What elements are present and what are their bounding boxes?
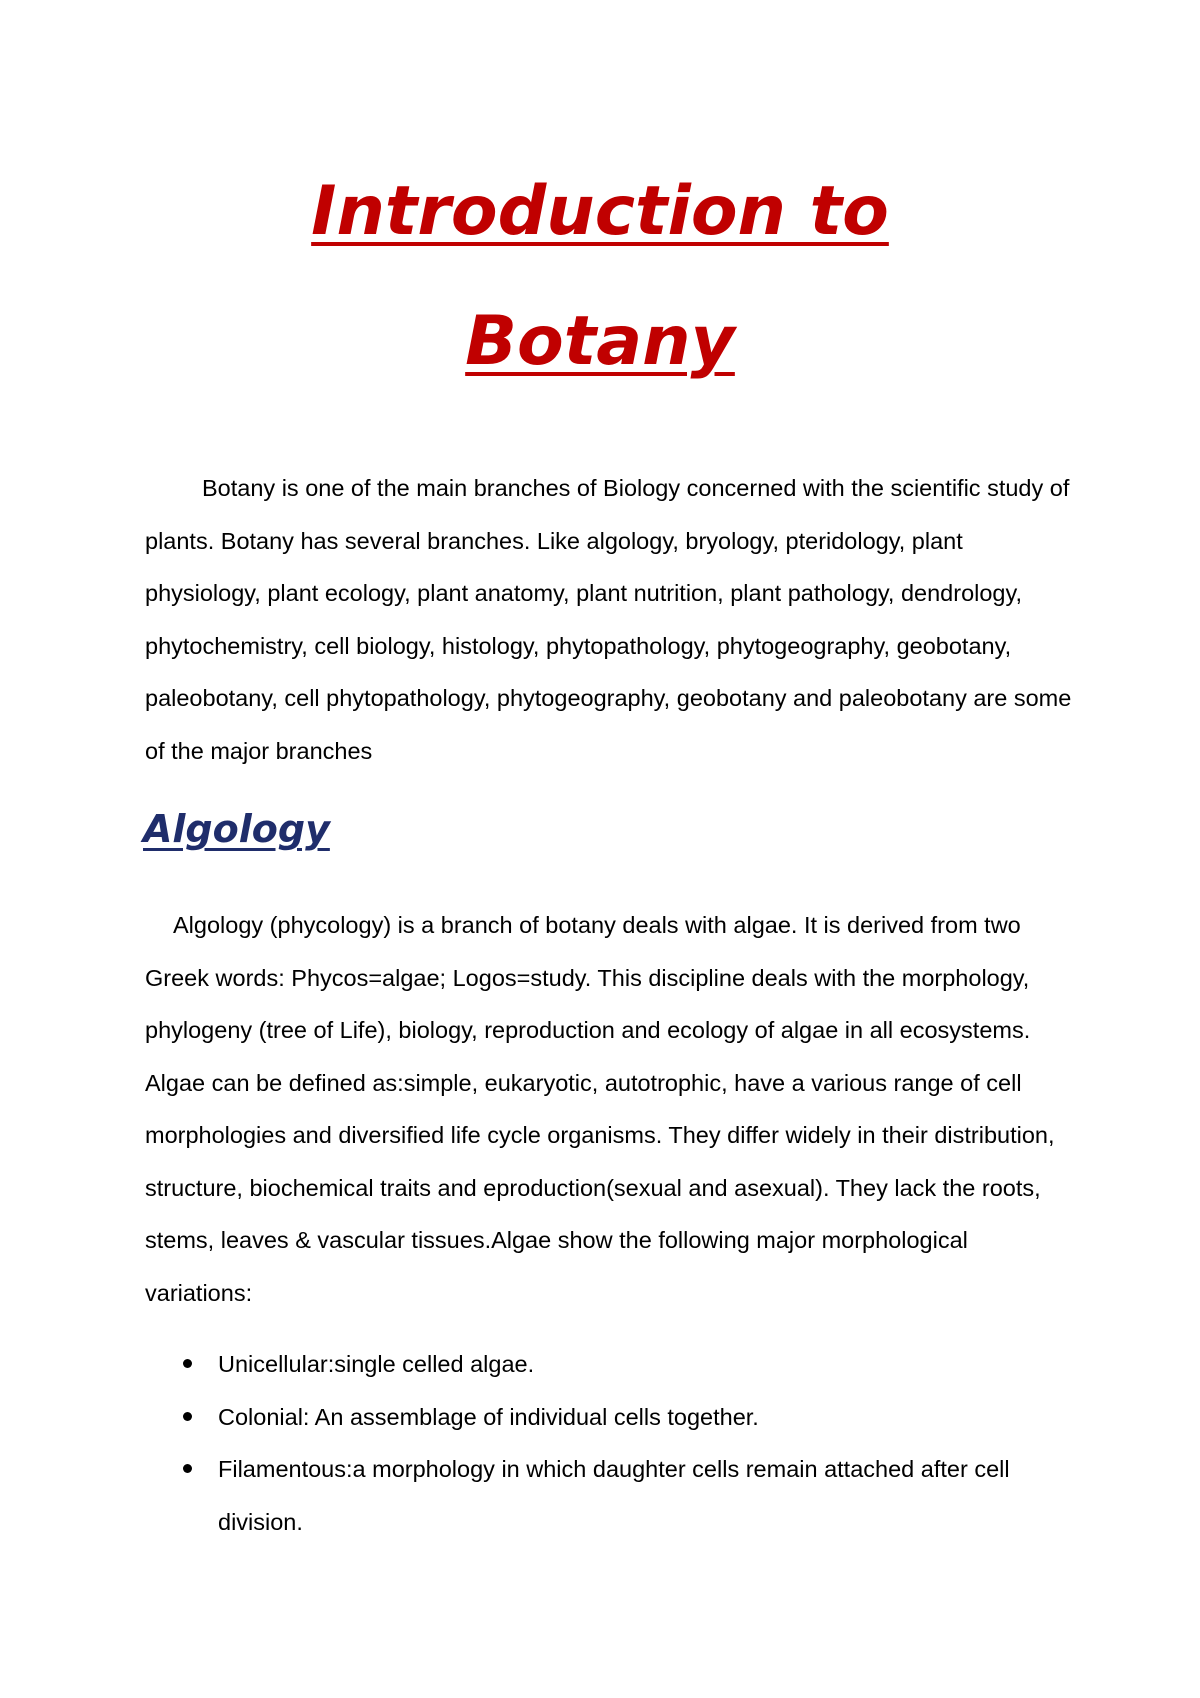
document-title-line-2: [0, 302, 1200, 382]
list-item-text: Unicellular:single celled algae.: [218, 1351, 535, 1377]
document-title-text-1: Introduction to: [311, 172, 889, 251]
morphology-bullet-list: [145, 1338, 1075, 1548]
document-title-text-2: Botany: [465, 302, 735, 381]
list-item: [145, 1443, 1075, 1548]
document-title-line-1: [0, 172, 1200, 252]
intro-paragraph: Botany is one of the main branches of Biology concerned with the scientific study of plants. Botany has several branches. Like algology, bryology, pteridology, plant physiology, plant ecology, plant anatomy, plant nutrition, plant pathology, dendrology, phytochemistry, cell biology, histology, phytopathology, phytogeography, geobotany, paleobotany, cell phytopathology, phytogeography, geobotany and paleobotany are some of the major branches: [145, 475, 1072, 764]
algology-paragraph: Algology (phycology) is a branch of botany deals with algae. It is derived from two Greek words: Phycos=algae; Logos=study. This discipline deals with the morphology, phylogeny (tree of Life), biology, reproduction and ecology of algae in all ecosystems. Algae can be defined as:simple, eukaryotic, autotrophic, have a various range of cell morphologies and diversified life cycle organisms. They differ widely in their distribution, structure, biochemical traits and eproduction(sexual and asexual). They lack the roots, stems, leaves & vascular tissues.Algae show the following major morphological variations:: [145, 912, 1055, 1306]
list-item: [145, 1338, 1075, 1391]
bullet-icon: [183, 1412, 192, 1421]
bullet-icon: [183, 1464, 192, 1473]
bullet-icon: [183, 1359, 192, 1368]
section-heading-algology: [143, 806, 330, 852]
list-item-text: Colonial: An assemblage of individual cells together.: [218, 1403, 759, 1430]
list-item: [145, 1391, 1075, 1444]
list-item-text: Filamentous:a morphology in which daughter cells remain attached after cell division.: [218, 1456, 1010, 1535]
section-heading-text: Algology: [143, 807, 330, 851]
